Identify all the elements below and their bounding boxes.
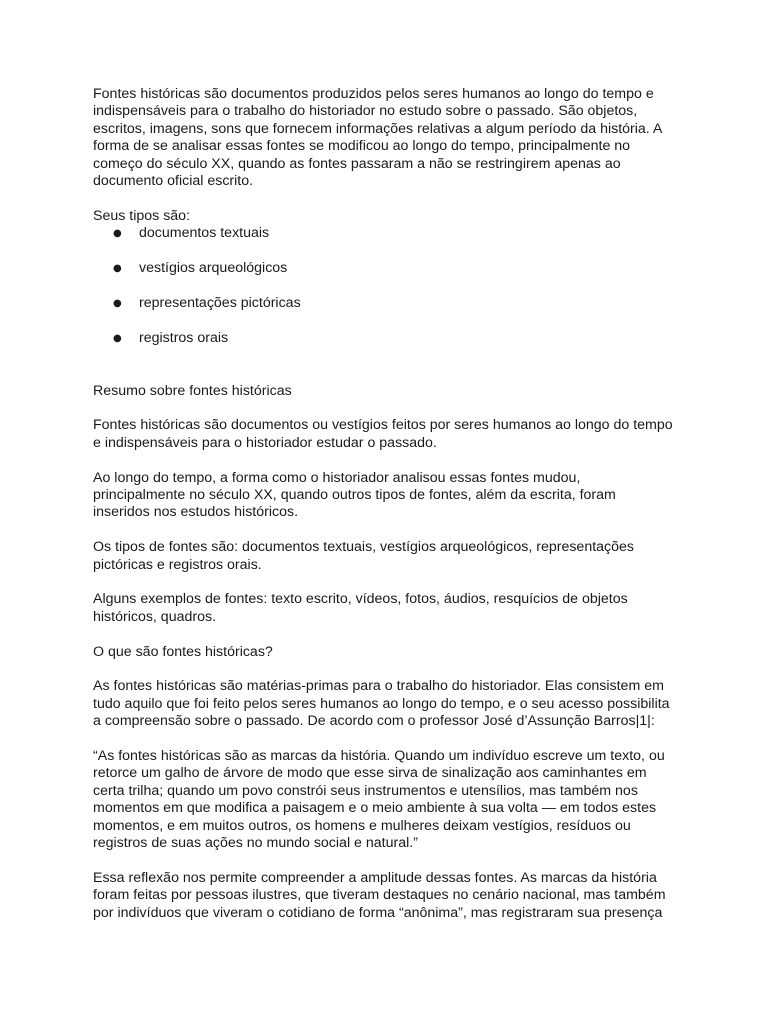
- tipos-label: Seus tipos são:: [93, 207, 191, 224]
- paragraph-line: a compreensão sobre o passado. De acordo com o professor José d’Assunção Barros|1|:: [93, 713, 655, 730]
- document-body: [93, 86, 713, 939]
- paragraph-line: pictóricas e registros orais.: [93, 556, 262, 573]
- intro-line: documento oficial escrito.: [93, 173, 254, 190]
- resumo-paragraph-2: [93, 470, 713, 522]
- paragraph-line: momentos em que modifica a paisagem e o meio ambiente à sua volta — em todos estes: [93, 800, 657, 817]
- paragraph-line: certa trilha; quando um povo constrói seus instrumentos e utensílios, mas também nos: [93, 782, 638, 799]
- tipos-list: [93, 225, 713, 347]
- list-item: [93, 260, 713, 277]
- bullet-icon: ●: [113, 263, 122, 275]
- intro-line: Fontes históricas são documentos produzidos pelos seres humanos ao longo do tempo e: [93, 86, 654, 102]
- paragraph-line: tudo aquilo que foi feito pelos seres humanos ao longo do tempo, e o seu acesso possibilita: [93, 695, 670, 712]
- list-item-label: vestígios arqueológicos: [139, 260, 288, 277]
- list-item: [93, 225, 713, 242]
- paragraph-line: As fontes históricas são matérias-primas para o trabalho do historiador. Elas consistem em: [93, 678, 664, 695]
- answer-paragraph: [93, 678, 713, 730]
- resumo-heading: Resumo sobre fontes históricas: [93, 382, 292, 399]
- paragraph-line: principalmente no século XX, quando outros tipos de fontes, além da escrita, foram: [93, 486, 616, 503]
- resumo-paragraph-1: [93, 417, 713, 452]
- paragraph-line: retorce um galho de árvore de modo que esse sirva de sinalização aos caminhantes em: [93, 765, 647, 782]
- paragraph-line: Os tipos de fontes são: documentos textuais, vestígios arqueológicos, representações: [93, 539, 635, 556]
- bullet-icon: ●: [113, 333, 122, 345]
- paragraph-line: foram feitas por pessoas ilustres, que tiveram destaques no cenário nacional, mas também: [93, 887, 666, 904]
- paragraph-line: e indispensáveis para o historiador estudar o passado.: [93, 434, 437, 451]
- resumo-paragraph-4: [93, 591, 713, 626]
- paragraph-line: Alguns exemplos de fontes: texto escrito, vídeos, fotos, áudios, resquícios de objetos: [93, 591, 628, 608]
- intro-line: indispensáveis para o trabalho do historiador no estudo sobre o passado. São objetos,: [93, 103, 638, 120]
- paragraph-line: registros de suas ações no mundo social e natural.”: [93, 835, 418, 852]
- intro-paragraph: [93, 86, 713, 190]
- list-item: [93, 330, 713, 347]
- bullet-icon: ●: [113, 228, 122, 240]
- paragraph-line: Ao longo do tempo, a forma como o historiador analisou essas fontes mudou,: [93, 469, 581, 486]
- paragraph-line: Fontes históricas são documentos ou vestígios feitos por seres humanos ao longo do tempo: [93, 417, 673, 434]
- intro-line: forma de se analisar essas fontes se modificou ao longo do tempo, principalmente no: [93, 138, 631, 155]
- closing-paragraph: [93, 870, 713, 922]
- intro-line: começo do século XX, quando as fontes passaram a não se restringirem apenas ao: [93, 155, 621, 172]
- paragraph-line: históricos, quadros.: [93, 608, 217, 625]
- resumo-paragraph-3: [93, 539, 713, 574]
- list-item-label: documentos textuais: [139, 225, 270, 242]
- question-heading: O que são fontes históricas?: [93, 643, 273, 660]
- paragraph-line: inseridos nos estudos históricos.: [93, 504, 299, 521]
- paragraph-line: por indivíduos que viveram o cotidiano de forma “anônima”, mas registraram sua presença: [93, 904, 663, 921]
- list-item-label: representações pictóricas: [139, 295, 301, 312]
- list-item-label: registros orais: [139, 330, 229, 347]
- bullet-icon: ●: [113, 298, 122, 310]
- paragraph-line: “As fontes históricas são as marcas da história. Quando um indivíduo escreve um texto, ou: [93, 747, 665, 764]
- paragraph-line: Essa reflexão nos permite compreender a amplitude dessas fontes. As marcas da história: [93, 869, 657, 886]
- quote-paragraph: [93, 748, 713, 852]
- paragraph-line: momentos, e em muitos outros, os homens e mulheres deixam vestígios, resíduos ou: [93, 817, 631, 834]
- list-item: [93, 295, 713, 312]
- intro-line: escritos, imagens, sons que fornecem informações relativas a algum período da história. A: [93, 120, 663, 137]
- spacer: [93, 365, 713, 382]
